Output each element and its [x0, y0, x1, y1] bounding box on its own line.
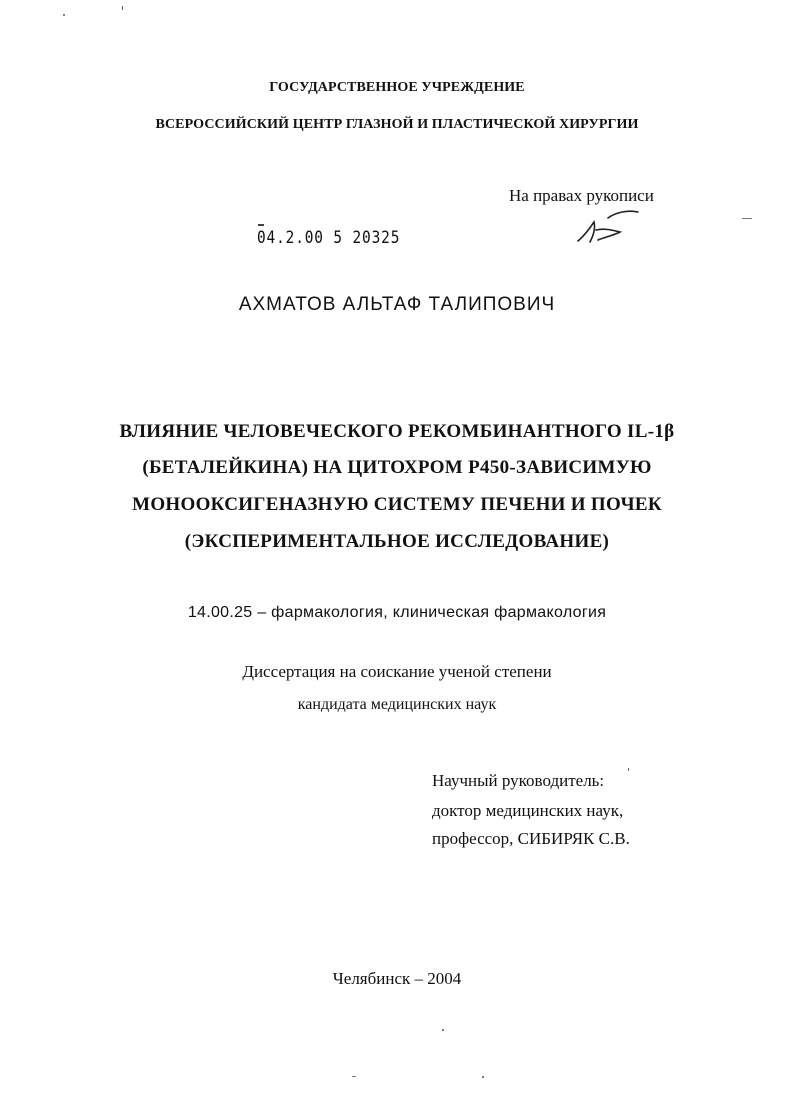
specialty: 14.00.25 – фармакология, клиническая фармакология	[187, 604, 607, 621]
dissertation-line-1: Диссертация на соискание ученой степени	[242, 662, 552, 681]
dissertation-line-2: кандидата медицинских наук	[297, 696, 497, 713]
supervisor-label: Научный руководитель:	[432, 771, 605, 790]
title-line-2: (БЕТАЛЕЙКИНА) НА ЦИТОХРОМ Р450-ЗАВИСИМУЮ	[142, 457, 652, 478]
scan-mark	[742, 218, 752, 219]
city-year: Челябинск – 2004	[332, 969, 462, 988]
institution-line-2: ВСЕРОССИЙСКИЙ ЦЕНТР ГЛАЗНОЙ И ПЛАСТИЧЕСКОЙ ХИРУРГИИ	[155, 117, 639, 132]
scan-speck	[63, 14, 65, 16]
supervisor-degree: доктор медицинских наук,	[432, 801, 624, 820]
supervisor-name: профессор, СИБИРЯК С.В.	[432, 829, 630, 848]
scan-speck	[482, 1076, 484, 1078]
title-line-4: (ЭКСПЕРИМЕНТАЛЬНОЕ ИССЛЕДОВАНИЕ)	[184, 531, 610, 552]
registration-mark	[258, 224, 264, 226]
author-name: АХМАТОВ АЛЬТАФ ТАЛИПОВИЧ	[238, 294, 556, 315]
scan-speck	[628, 768, 629, 771]
registration-number: 04.2.00 5 20325	[257, 228, 401, 248]
scan-speck	[442, 1029, 444, 1031]
title-line-3: МОНООКСИГЕНАЗНУЮ СИСТЕМУ ПЕЧЕНИ И ПОЧЕК	[132, 494, 662, 515]
title-line-1: ВЛИЯНИЕ ЧЕЛОВЕЧЕСКОГО РЕКОМБИНАНТНОГО IL-1β	[119, 421, 675, 442]
institution-line-1: ГОСУДАРСТВЕННОЕ УЧРЕЖДЕНИЕ	[269, 80, 525, 95]
scan-speck	[122, 6, 123, 10]
scan-mark	[352, 1076, 356, 1077]
signature-icon	[572, 208, 642, 248]
rights-note: На правах рукописи	[509, 186, 654, 205]
